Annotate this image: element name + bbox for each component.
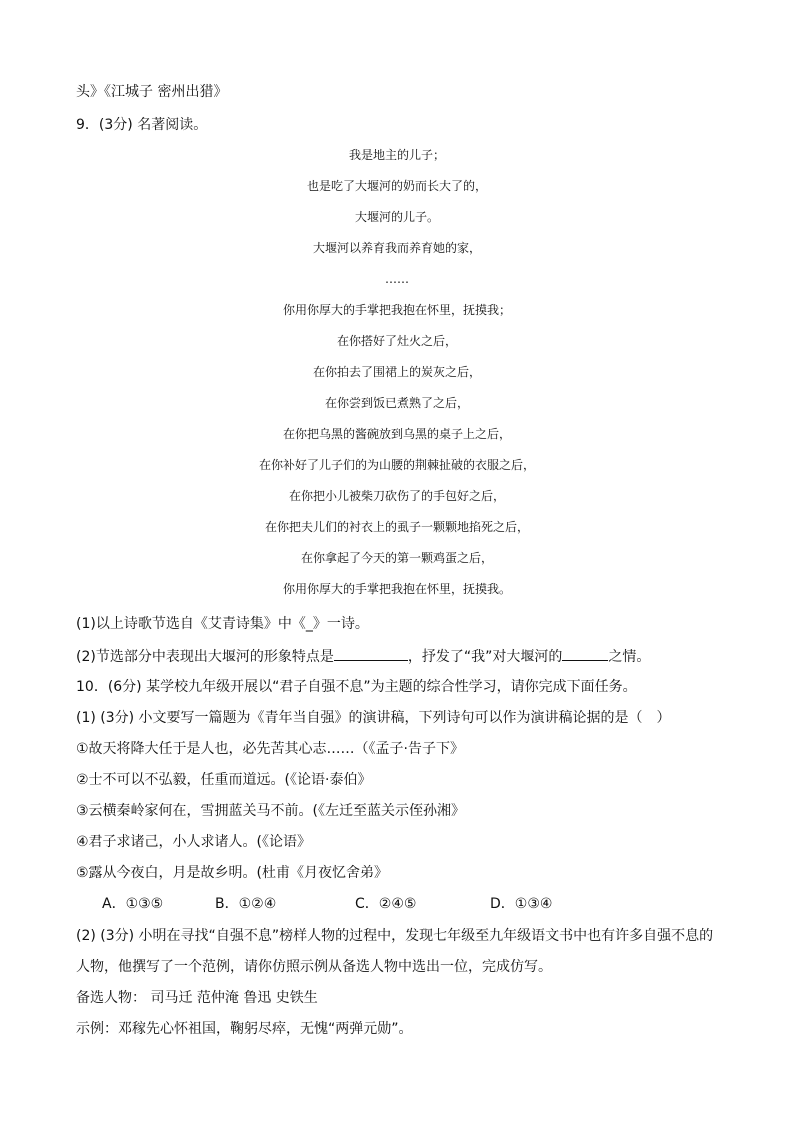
- choice-options: [0, 894, 794, 914]
- option-a[interactable]: A．①③⑤: [102, 896, 164, 912]
- poem-line: 在你尝到饭已煮熟了之后，: [324, 396, 469, 410]
- quote-item: ⑤露从今夜白，月是故乡明。(杜甫《月夜忆舍弟》: [76, 865, 389, 881]
- poem-line: 在你补好了儿子们的为山腰的荆棘扯破的衣服之后，: [258, 458, 535, 472]
- answer-blank-traits[interactable]: [334, 646, 408, 661]
- candidates-line: 备选人物： 司马迁 范仲淹 鲁迅 史铁生: [76, 990, 318, 1006]
- q9-sub2-text-2: ，抒发了“我”对大堰河的: [407, 649, 563, 665]
- poem-line: 在你把夫儿们的衬衣上的虱子一颗颗地掐死之后，: [264, 520, 529, 534]
- poem-line: 大堰河以养育我而养育她的家，: [312, 241, 481, 255]
- q10-sub2-line-2: 人物，他撰写了一个范例，请你仿照示例从备选人物中选出一位，完成仿写。: [76, 959, 552, 975]
- q10-sub1-stem: (1) (3分) 小文要写一篇题为《青年当自强》的演讲稿，下列诗句可以作为演讲稿论据的是（ ）: [76, 710, 671, 726]
- poem-line: 在你把乌黑的酱碗放到乌黑的桌子上之后，: [282, 427, 511, 441]
- poem-line: 在你搭好了灶火之后，: [336, 334, 457, 348]
- option-d[interactable]: D．①③④: [490, 896, 553, 912]
- q9-sub1-blank[interactable]: _: [305, 616, 313, 632]
- q9-sub1-text-after: 》一诗。: [312, 616, 369, 632]
- poem-line: 大堰河的儿子。: [354, 210, 439, 224]
- poem-line: 你用你厚大的手掌把我抱在怀里，抚摸我。: [282, 582, 511, 596]
- answer-blank-feeling[interactable]: [562, 646, 608, 661]
- poem-line: 你用你厚大的手掌把我抱在怀里，抚摸我；: [282, 303, 511, 317]
- header-line: 头》《江城子 密州出猎》: [76, 84, 228, 100]
- poem-line: 在你拍去了围裙上的炭灰之后，: [312, 365, 481, 379]
- quote-item: ②士不可以不弘毅，任重而道远。(《论语·泰伯》: [76, 772, 372, 788]
- poem-line: 也是吃了大堰河的奶而长大了的，: [306, 179, 487, 193]
- option-c[interactable]: C．②④⑤: [355, 896, 417, 912]
- example-line: 示例：邓稼先心怀祖国，鞠躬尽瘁，无愧“两弹元勋”。: [76, 1021, 413, 1037]
- q10-sub2-line-1: (2) (3分) 小明在寻找“自强不息”榜样人物的过程中，发现七年级至九年级语文书中也有许多自强不息的: [76, 928, 714, 944]
- quote-item: ①故天将降大任于是人也，必先苦其心志……（《孟子·告子下》: [76, 741, 464, 757]
- q9-sub1-text-before: (1)以上诗歌节选自《艾青诗集》中《: [76, 616, 306, 632]
- quote-item: ④君子求诸己，小人求诸人。(《论语》: [76, 834, 312, 850]
- poem-line: 在你拿起了今天的第一颗鸡蛋之后，: [300, 551, 493, 565]
- poem-ellipsis: ……: [385, 272, 409, 286]
- poem-line: 我是地主的儿子；: [348, 148, 445, 162]
- q9-stem: 9．(3分) 名著阅读。: [76, 117, 208, 133]
- q9-sub1: [76, 614, 369, 634]
- option-b[interactable]: B．①②④: [215, 896, 277, 912]
- q9-sub2: [76, 646, 650, 667]
- q10-stem: 10．(6分) 某学校九年级开展以“君子自强不息”为主题的综合性学习，请你完成下面任务。: [76, 679, 637, 695]
- poem-line: 在你把小儿被柴刀砍伤了的手包好之后，: [288, 489, 505, 503]
- quote-item: ③云横秦岭家何在，雪拥蓝关马不前。(《左迁至蓝关示侄孙湘》: [76, 803, 466, 819]
- q9-sub2-text-1: (2)节选部分中表现出大堰河的形象特点是: [76, 649, 334, 665]
- q9-sub2-text-3: 之情。: [608, 649, 651, 665]
